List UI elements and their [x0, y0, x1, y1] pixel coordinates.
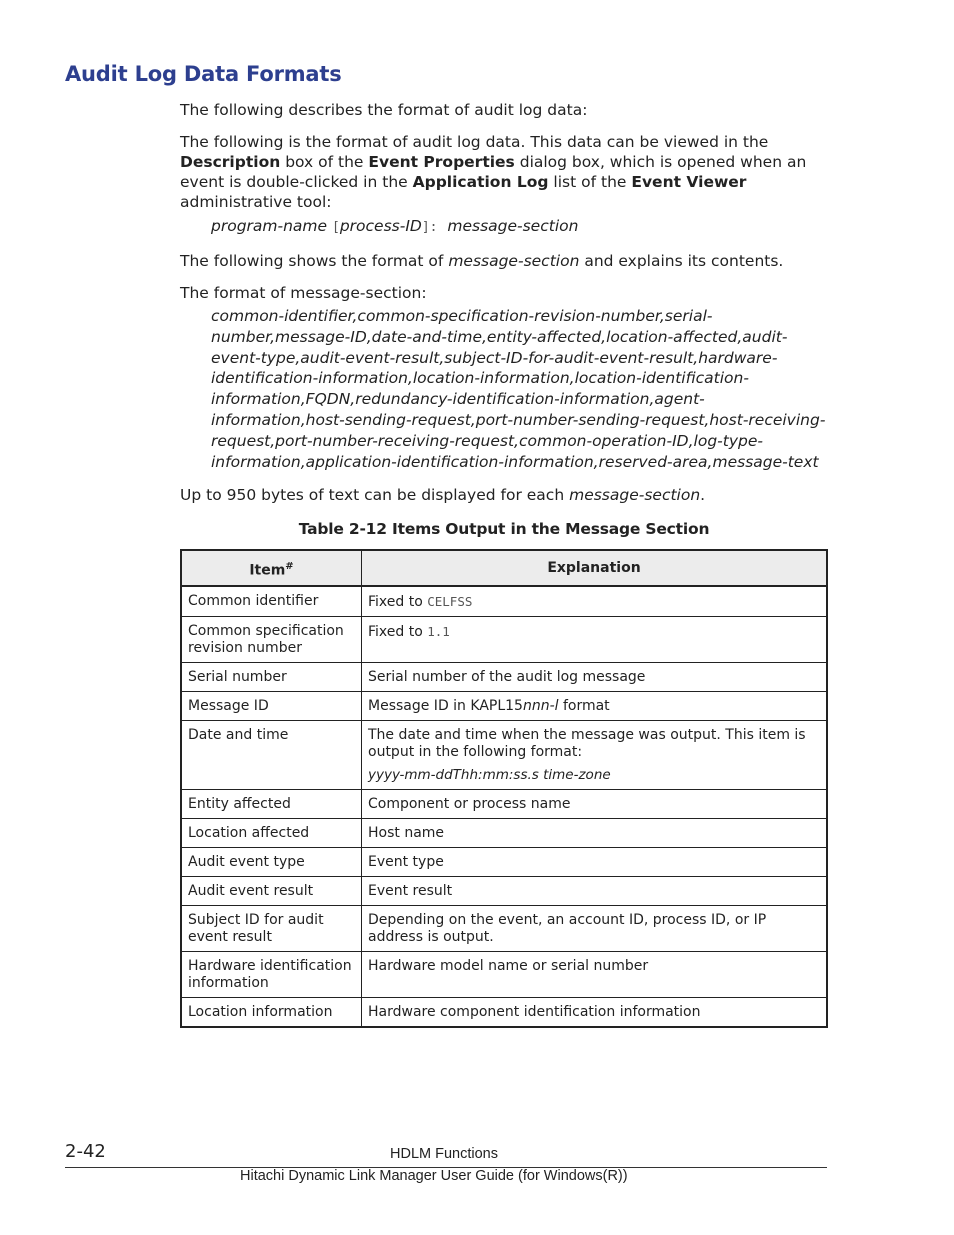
footer-chapter-title: HDLM Functions: [390, 1146, 498, 1162]
item-cell: Date and time: [181, 721, 362, 790]
intro-paragraph: The following describes the format of audit log data:: [180, 101, 588, 119]
format-label: The format of message-section:: [180, 284, 427, 302]
item-cell: Hardware identification information: [181, 952, 362, 998]
explanation-cell: [362, 692, 828, 721]
explanation-cell: Depending on the event, an account ID, process ID, or IP address is output.: [362, 906, 828, 952]
syntax-program-name: program-name: [211, 217, 328, 235]
explanation-cell: Serial number of the audit log message: [362, 663, 828, 692]
item-cell: Common specification revision number: [181, 617, 362, 663]
text-segment: administrative tool:: [180, 193, 332, 211]
item-cell: Location affected: [181, 819, 362, 848]
item-cell: Audit event result: [181, 877, 362, 906]
table-row: [181, 952, 827, 998]
bold-term-description: Description: [180, 153, 281, 171]
text-segment: .: [700, 486, 706, 505]
explanation-cell: Component or process name: [362, 790, 828, 819]
italic-value: nnn-l: [522, 698, 559, 715]
text-segment: The following is the format of audit log data. This data can be viewed in the: [180, 133, 769, 151]
code-value: CELFSS: [427, 594, 473, 610]
text-segment: box of the: [280, 153, 369, 171]
text-segment: Message ID in KAPL15: [368, 698, 523, 715]
date-format: yyyy-mm-ddThh:mm:ss.s time-zone: [368, 767, 611, 784]
syntax-open-bracket: [: [332, 220, 340, 235]
audit-log-paragraph: [180, 132, 828, 212]
item-cell: Audit event type: [181, 848, 362, 877]
table-row: [181, 790, 827, 819]
table-row: [181, 848, 827, 877]
syntax-process-id: process-ID: [339, 217, 422, 235]
explanation-cell: Hardware component identification information: [362, 998, 828, 1028]
item-cell: Subject ID for audit event result: [181, 906, 362, 952]
italic-term: message-section: [569, 486, 701, 505]
field-list: common-identifier,common-specification-revision-number,serial-number,message-ID,date-and-time,entity-affected,location-affected,audit-event-type,audit-event-result,subject-ID-for-audit-event-result,hardware-identification-information,location-information,location-identification-information,FQDN,redundancy-identification-information,agent-information,host-sending-request,port-number-sending-request,host-receiving-request,port-number-receiving-request,common-operation-ID,log-type-information,application-identification-information,reserved-area,message-text: [211, 307, 826, 471]
table-row: [181, 998, 827, 1028]
explanation-cell: Event result: [362, 877, 828, 906]
header-item-label: Item: [249, 562, 286, 579]
text-segment: dialog box, which is opened when an event is double-clicked in the: [180, 153, 807, 191]
explanation-cell: [362, 586, 828, 617]
table-row: [181, 721, 827, 790]
table-row: [181, 877, 827, 906]
bold-term-application-log: Application Log: [412, 173, 549, 191]
footer-guide-title: Hitachi Dynamic Link Manager User Guide (for Windows(R)): [240, 1168, 628, 1184]
table-row: [181, 663, 827, 692]
table-header-row: [181, 550, 827, 586]
main-content: [180, 100, 828, 1028]
italic-term: message-section: [448, 252, 580, 270]
item-cell: Entity affected: [181, 790, 362, 819]
text-segment: Up to 950 bytes of text can be displayed for each: [180, 486, 570, 505]
text-segment: Fixed to: [368, 594, 428, 611]
bold-term-event-viewer: Event Viewer: [631, 173, 747, 191]
syntax-close-bracket: ]:: [421, 220, 438, 235]
header-item: [181, 550, 362, 586]
explanation-cell: Host name: [362, 819, 828, 848]
page-number: 2-42: [65, 1141, 106, 1162]
code-value: 1.1: [427, 624, 450, 640]
item-cell: Common identifier: [181, 586, 362, 617]
table-row: [181, 586, 827, 617]
table-row: [181, 692, 827, 721]
header-explanation: Explanation: [362, 550, 828, 586]
text-segment: and explains its contents.: [579, 252, 784, 270]
text-segment: Fixed to: [368, 624, 428, 641]
page-title: Audit Log Data Formats: [65, 62, 342, 86]
text-segment: format: [558, 698, 610, 715]
bold-term-event-properties: Event Properties: [368, 153, 515, 171]
item-cell: Serial number: [181, 663, 362, 692]
explanation-cell: Event type: [362, 848, 828, 877]
table-caption: Table 2-12 Items Output in the Message Section: [298, 520, 710, 539]
header-item-footnote-mark: #: [285, 560, 294, 572]
table-row: [181, 819, 827, 848]
syntax-message-section: message-section: [447, 217, 579, 235]
items-table: [180, 549, 828, 1028]
explanation-cell: Hardware model name or serial number: [362, 952, 828, 998]
explanation-cell: [362, 721, 828, 790]
table-row: [181, 617, 827, 663]
text-segment: The date and time when the message was output. This item is output in the following format:: [368, 727, 806, 761]
text-segment: list of the: [548, 173, 632, 191]
text-segment: The following shows the format of: [180, 252, 449, 270]
syntax-line: [211, 216, 828, 238]
item-cell: Location information: [181, 998, 362, 1028]
table-row: [181, 906, 827, 952]
item-cell: Message ID: [181, 692, 362, 721]
byte-limit-paragraph: [180, 485, 828, 505]
explanation-cell: [362, 617, 828, 663]
format-intro-paragraph: [180, 251, 828, 271]
